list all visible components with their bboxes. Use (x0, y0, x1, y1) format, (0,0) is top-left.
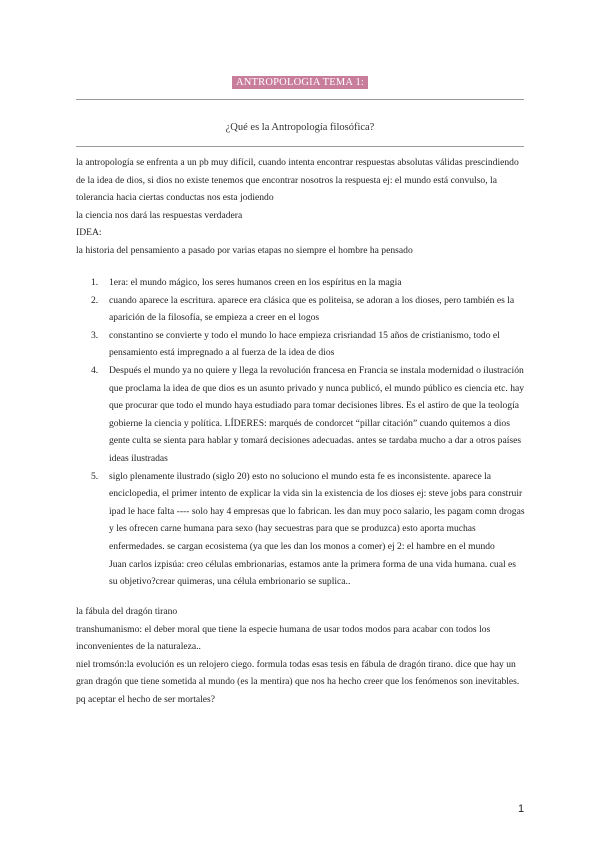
list-item-text: 1era: el mundo mágico, los seres humanos creen en los espíritus en la magia (109, 277, 402, 288)
list-item (76, 362, 526, 468)
document-subtitle: ¿Qué es la Antropología filosófica? (225, 122, 375, 133)
closing-section (76, 603, 526, 709)
list-item (76, 468, 526, 591)
list-item-number: 2. (91, 294, 99, 306)
list-item-number: 1. (91, 277, 99, 288)
numbered-list (76, 274, 526, 591)
intro-label: IDEA: (76, 227, 102, 239)
title-wrap (0, 72, 600, 90)
document-title: ANTROPOLOGIA TEMA 1: (232, 76, 368, 89)
intro-paragraph: la historia del pensamiento a pasado por varias etapas no siempre el hombre ha pensado (76, 244, 413, 256)
closing-heading: la fábula del dragón tirano (76, 606, 178, 617)
closing-paragraph: transhumanismo: el deber moral que tiene la especie humana de usar todos modos para acabar con todos los inconvenientes de la naturaleza.. (76, 623, 491, 653)
intro-paragraph: la antropología se enfrenta a un pb muy difícil, cuando intenta encontrar respuestas absolutas válidas prescindiendo de la idea de dios, si dios no existe tenemos que encontrar nosotros la respuesta ej: el mundo está convulso, la tolerancia hacia ciertas conductas nos esta jodiendo (76, 157, 519, 204)
list-item (76, 274, 526, 292)
divider-top (76, 99, 524, 100)
list-item-number: 4. (91, 364, 99, 376)
divider-bottom (76, 146, 524, 147)
list-item-text: siglo plenamente ilustrado (siglo 20) esto no soluciono el mundo esta fe es inconsistente. aparece la enciclopedia, el primer intento de explicar la vida sin la existencia de los dioses ej: steve jobs para construir ipad le hace falta ---- solo hay 4 empresas que lo fabrican. les dan muy poco salario, les pagam comn drogas y les ofrecen carne humana para sexo (hay secuestras para que se produzca) esto aporta muchas enfermedades. se cargan ecosistema (ya que les dan los monos a comer) ej 2: el hambre en el mundo (109, 470, 525, 552)
list-item-extra-text: Juan carlos izpisúa: creo células embrionarias, estamos ante la primera forma de una vida humana. cual es su objetivo?crear quimeras, una célula embrionario se suplica.. (109, 558, 517, 588)
list-item (76, 327, 526, 362)
list-item (76, 292, 526, 327)
list-item-text: constantino se convierte y todo el mundo lo hace empieza crisriandad 15 años de cristianismo, todo el pensamiento está impregnado a al fuerza de la idea de dios (109, 329, 500, 359)
closing-paragraph: niel tromsón:la evolución es un relojero ciego. formula todas esas tesis en fábula de dragón tirano. dice que hay un gran dragón que tiene sometida al mundo (es la mentira) que nos ha hecho creer que los fenómenos son inevitables. pq aceptar el hecho de ser mortales? (76, 658, 520, 705)
page-number: 1 (518, 803, 525, 815)
list-item-text: cuando aparece la escritura. aparece era clásica que es politeisa, se adoran a los dioses, pero también es la aparición de la filosofía, se empieza a creer en el logos (109, 294, 515, 324)
intro-section (76, 154, 526, 260)
intro-paragraph: la ciencia nos dará las respuestas verdadera (76, 209, 243, 221)
list-item-text: Después el mundo ya no quiere y llega la revolución francesa en Francia se instala modernidad o ilustración que proclama la idea de que dios es un asunto privado y nunca publicó, el mundo público es ciencia etc. hay que procurar que todo el mundo haya estudiado para tomar decisiones libres. Es el astiro de que la teología gobierne la ciencia y política. LÍDERES: marqués de condorcet “pillar citación” cuando quitemos a dios gente culta se sienta para hablar y tomará decisiones adecuadas. antes se tardaba mucho a dar a otros países ideas ilustradas (109, 364, 525, 464)
list-item-number: 3. (91, 329, 99, 341)
list-item-number: 5. (91, 470, 99, 482)
